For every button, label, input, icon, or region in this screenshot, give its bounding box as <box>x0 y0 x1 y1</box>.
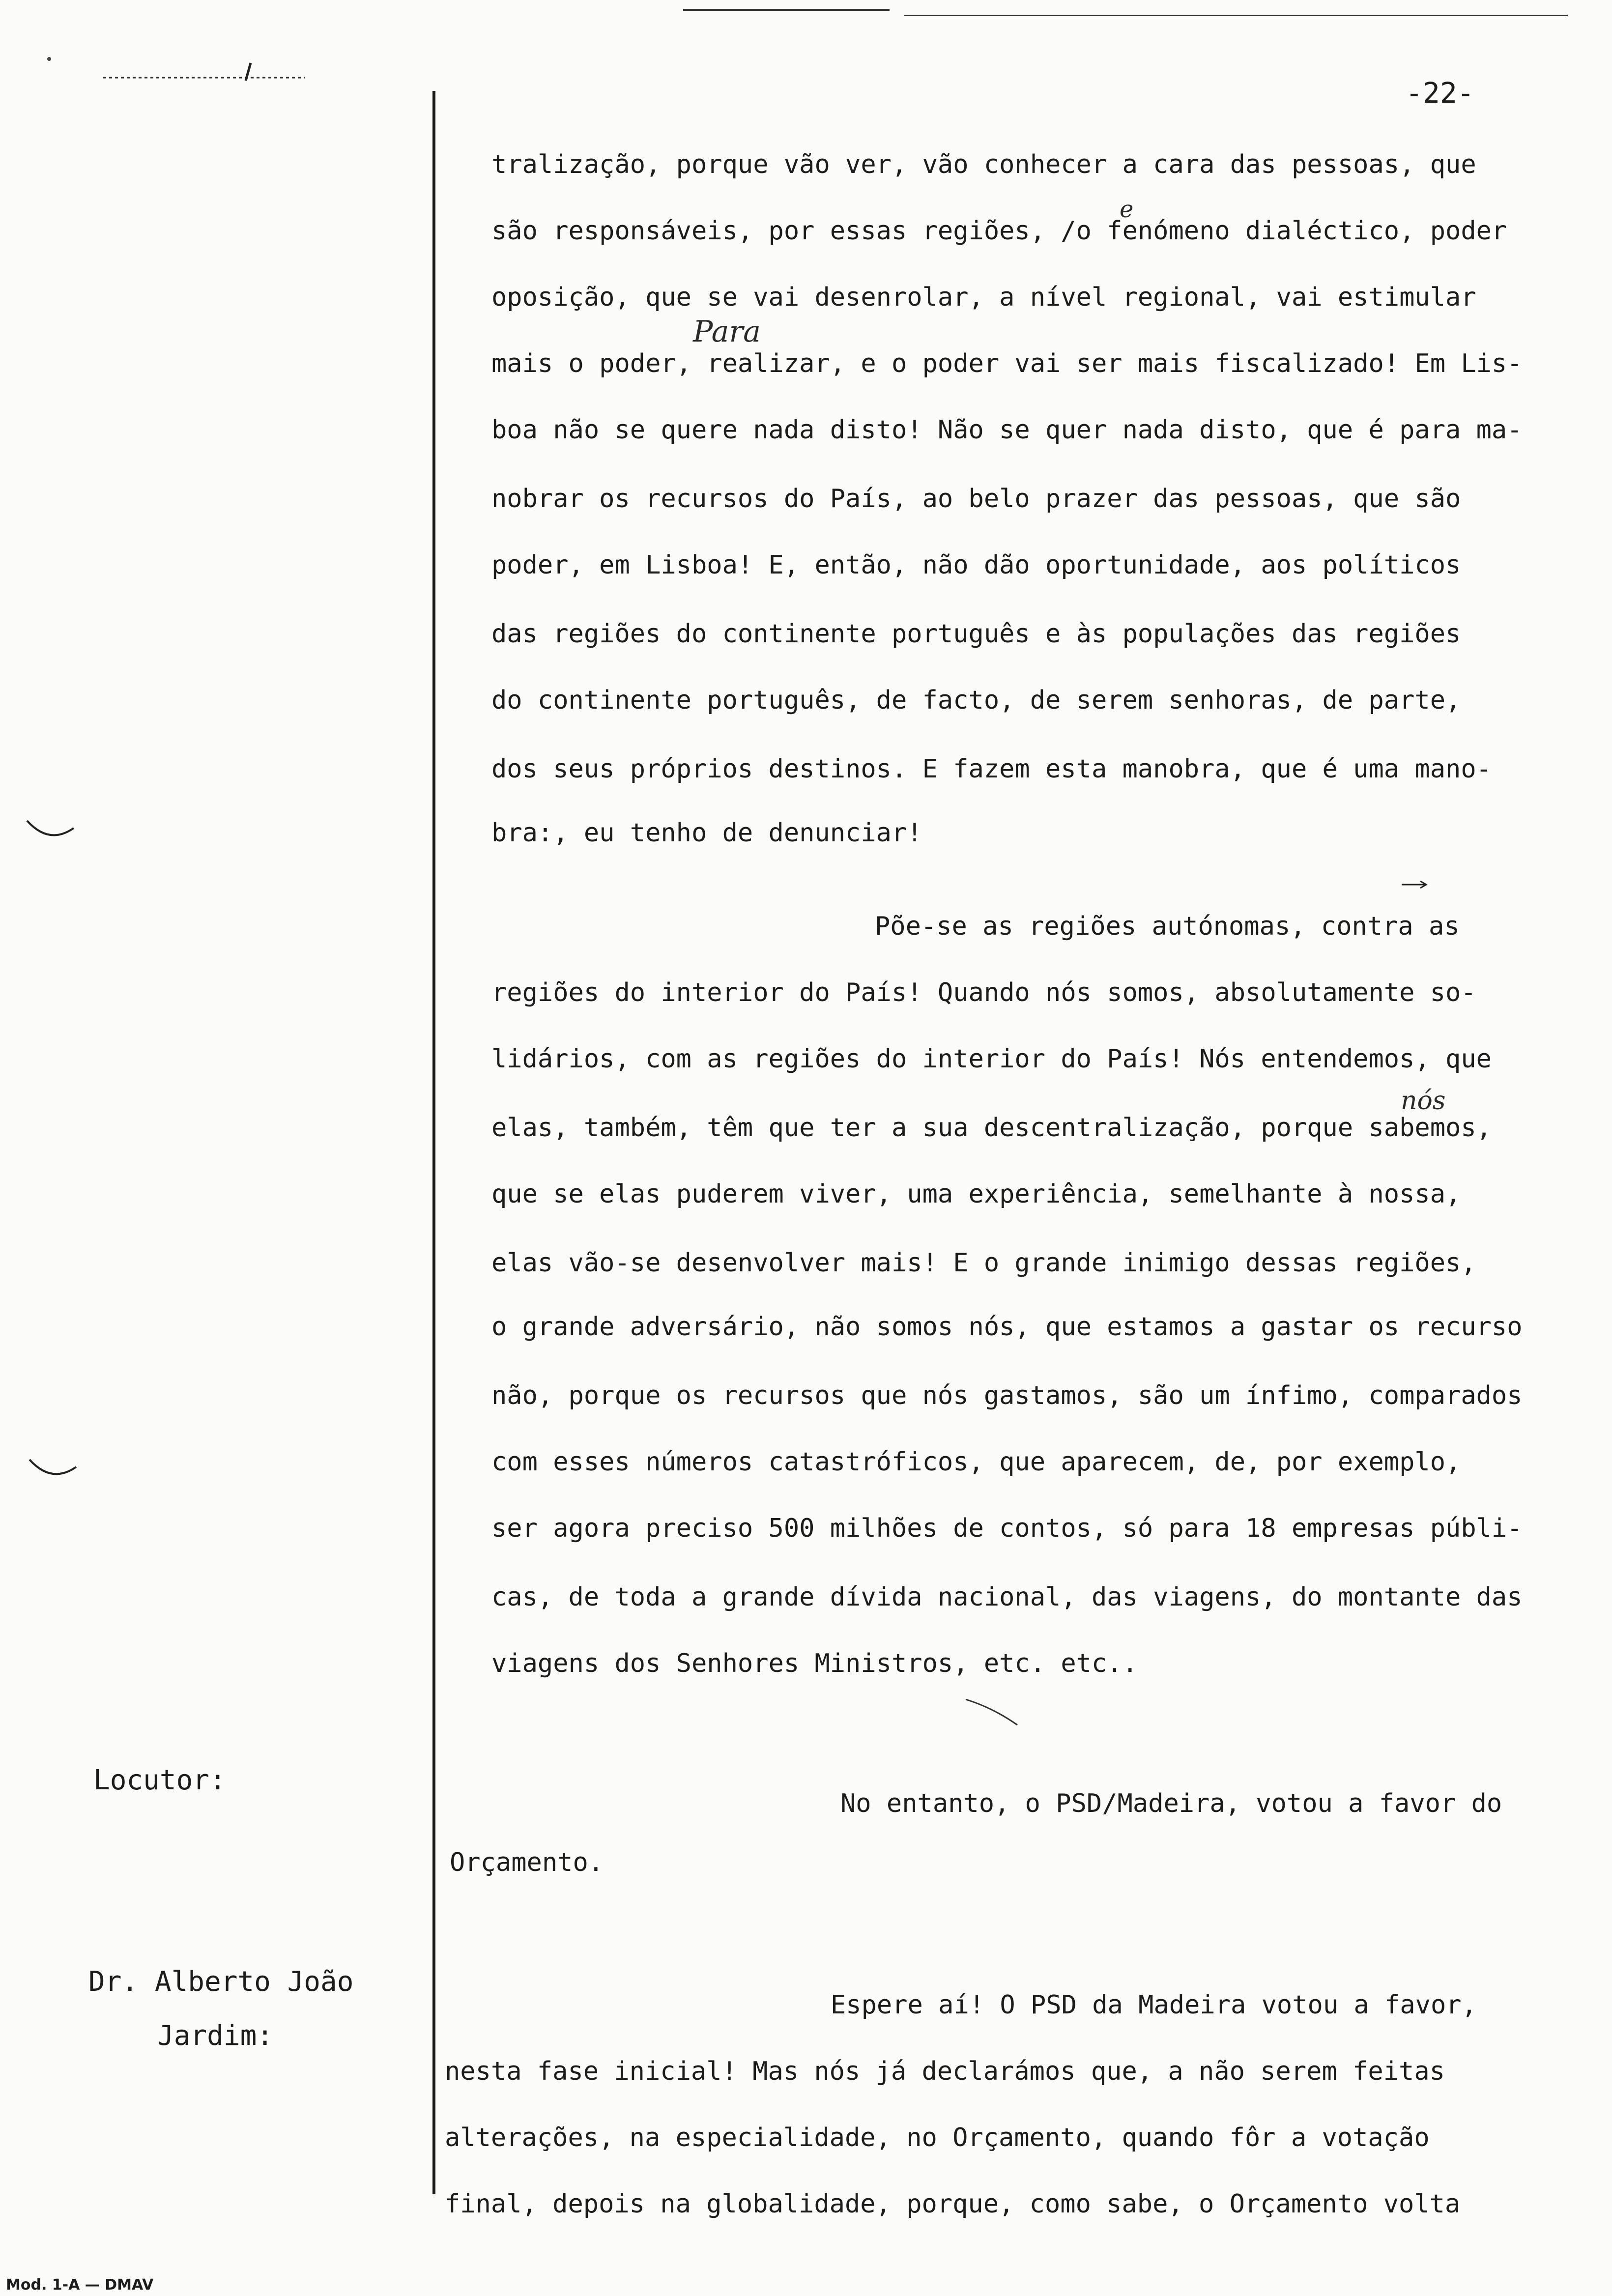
text-line: final, depois na globalidade, porque, como sabe, o Orçamento volta <box>445 2189 1461 2219</box>
text-line: com esses números catastróficos, que aparecem, de, por exemplo, <box>491 1447 1461 1477</box>
text-line: bra:, eu tenho de denunciar! <box>491 818 922 848</box>
top-edge-rule-left <box>683 9 890 11</box>
handwritten-correction-e: e <box>1120 196 1134 223</box>
text-line: elas vão-se desenvolver mais! E o grande inimigo dessas regiões, <box>491 1248 1476 1278</box>
text-line: boa não se quere nada disto! Não se quer nada disto, que é para ma- <box>491 415 1523 445</box>
text-line: ser agora preciso 500 milhões de contos, só para 18 empresas públi- <box>491 1514 1523 1543</box>
form-code: Mod. 1-A — DMAV <box>6 2276 154 2294</box>
text-line: nesta fase inicial! Mas nós já declarámos que, a não serem feitas <box>445 2057 1445 2086</box>
top-left-dotted-line <box>44 49 319 93</box>
text-line: regiões do interior do País! Quando nós somos, absolutamente so- <box>491 978 1476 1007</box>
text-line: mais o poder, realizar, e o poder vai ser mais fiscalizado! Em Lis- <box>491 349 1523 378</box>
pen-stroke-1 <box>963 1695 1022 1730</box>
binding-mark-2 <box>27 1455 81 1484</box>
text-line: o grande adversário, não somos nós, que estamos a gastar os recurso <box>491 1312 1523 1342</box>
text-line: do continente português, de facto, de serem senhoras, de parte, <box>491 686 1461 715</box>
text-line: dos seus próprios destinos. E fazem esta manobra, que é uma mano- <box>491 754 1492 784</box>
text-line: das regiões do continente português e às populações das regiões <box>491 619 1461 649</box>
text-line: viagens dos Senhores Ministros, etc. etc.. <box>491 1649 1138 1678</box>
speaker-label-name: Dr. Alberto João <box>88 1966 354 1998</box>
text-line: Orçamento. <box>450 1848 604 1877</box>
binding-mark-1 <box>25 816 79 845</box>
text-line: oposição, que se vai desenrolar, a nível regional, vai estimular <box>491 283 1476 312</box>
text-line: não, porque os recursos que nós gastamos, são um ínfimo, comparados <box>491 1381 1523 1410</box>
margin-rule <box>432 91 435 2194</box>
text-line: Espere aí! O PSD da Madeira votou a favor, <box>831 1990 1477 2020</box>
text-line: lidários, com as regiões do interior do País! Nós entendemos, que <box>491 1044 1492 1074</box>
pen-stroke-2 <box>1401 880 1430 890</box>
text-line: No entanto, o PSD/Madeira, votou a favor do <box>840 1789 1502 1818</box>
text-line: cas, de toda a grande dívida nacional, das viagens, do montante das <box>491 1582 1523 1612</box>
text-line: são responsáveis, por essas regiões, /o fenómeno dialéctico, poder <box>491 216 1507 246</box>
top-edge-rule-right <box>904 15 1568 16</box>
text-line: Põe-se as regiões autónomas, contra as <box>875 912 1460 941</box>
handwritten-correction-para: Para <box>693 315 761 349</box>
text-line: tralização, porque vão ver, vão conhecer a cara das pessoas, que <box>491 150 1476 179</box>
text-line: alterações, na especialidade, no Orçamento, quando fôr a votação <box>445 2123 1430 2152</box>
text-line: nobrar os recursos do País, ao belo prazer das pessoas, que são <box>491 484 1461 514</box>
text-line: elas, também, têm que ter a sua descentralização, porque sabemos, <box>491 1113 1492 1143</box>
speaker-label-locutor: Locutor: <box>93 1764 226 1796</box>
text-line: que se elas puderem viver, uma experiência, semelhante à nossa, <box>491 1179 1461 1209</box>
handwritten-correction-nos: nós <box>1401 1086 1446 1116</box>
speaker-label-surname: Jardim: <box>157 2020 274 2052</box>
page-number: -22- <box>1406 76 1474 110</box>
text-line: poder, em Lisboa! E, então, não dão oportunidade, aos políticos <box>491 550 1461 580</box>
